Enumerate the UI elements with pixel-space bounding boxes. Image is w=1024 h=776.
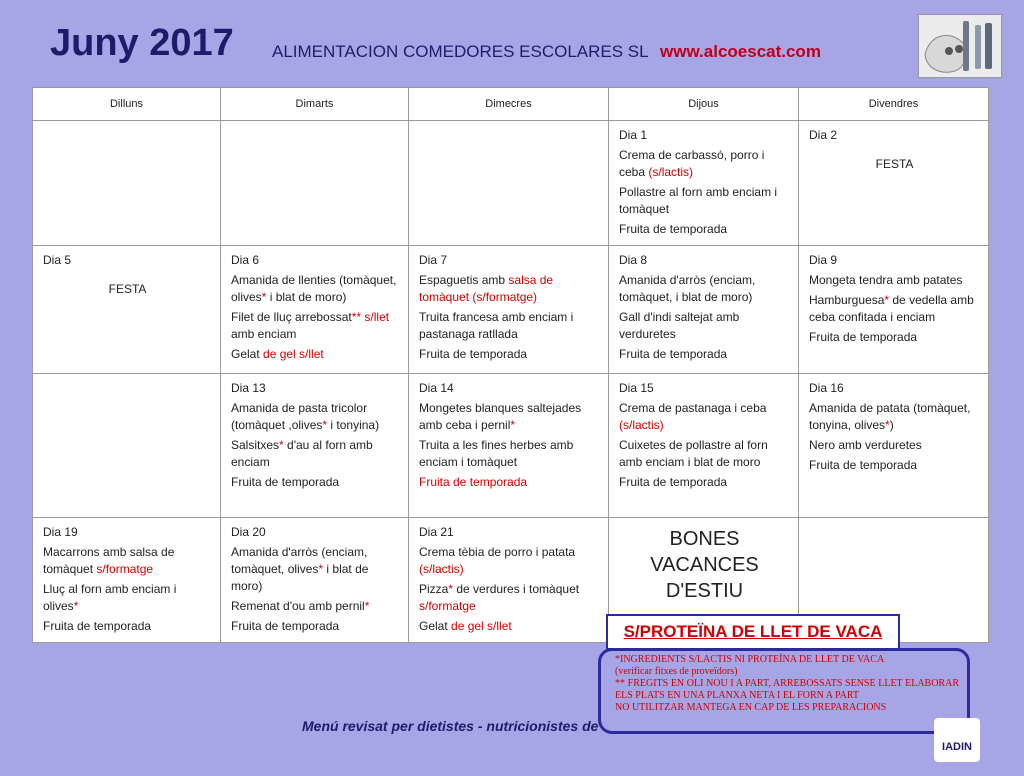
table-header-row [33,88,989,121]
vacation-line: BONES [669,528,740,550]
table-row [33,121,989,246]
dish: Fruita de temporada [419,475,528,489]
allergen-notes-box [598,648,970,734]
dish: Pollastre al forn amb enciam i tomàquet [619,185,778,216]
protein-warning-box: S/PROTEÏNA DE LLET DE VACA [606,614,900,650]
dish: Macarrons amb salsa de tomàquet s/formatge [43,545,175,576]
column-header: Dijous [609,88,799,121]
iadin-logo: IADIN [934,718,980,762]
day-cell [799,121,989,246]
day-label: Dia 15 [619,381,654,395]
holiday-label: FESTA [108,282,147,296]
company-name: ALIMENTACION COMEDORES ESCOLARES SL [272,42,649,61]
dish: Fruita de temporada [419,347,528,361]
cutlery-chef-icon [918,14,1002,78]
dish: Fruita de temporada [809,458,918,472]
day-label: Dia 5 [43,253,72,267]
day-label: Dia 9 [809,253,838,267]
dish: Fruita de temporada [809,330,918,344]
dish: Fruita de temporada [43,619,152,633]
dish: Crema de carbassó, porro i ceba (s/lactis) [619,148,765,179]
day-cell-empty [409,121,609,246]
dish: Mongetes blanques saltejades amb ceba i pernil* [419,401,582,432]
dish: Pizza* de verdures i tomàquet s/formatge [419,582,580,613]
day-label: Dia 14 [419,381,454,395]
day-cell [799,374,989,518]
dish: Amanida de patata (tomàquet, tonyina, olives*) [809,401,971,432]
dish: Fruita de temporada [231,475,340,489]
day-cell [609,374,799,518]
day-cell [33,246,221,374]
vacation-line: VACANCES [650,554,759,576]
dish: Lluç al forn amb enciam i olives* [43,582,177,613]
note-line: (verificar fitxes de proveïdors) [615,666,738,677]
column-header: Dimecres [409,88,609,121]
dish: Fruita de temporada [231,619,340,633]
day-cell [221,374,409,518]
day-label: Dia 13 [231,381,266,395]
dish: Truita a les fines herbes amb enciam i tomàquet [419,438,574,469]
day-cell-empty [221,121,409,246]
vacation-line: D'ESTIU [665,580,744,602]
day-cell [221,518,409,643]
dish: Fruita de temporada [619,475,728,489]
dish: Mongeta tendra amb patates [809,273,963,287]
page-title: Juny 2017 [50,22,234,64]
dish: Fruita de temporada [619,347,728,361]
day-cell [221,246,409,374]
dish: Fruita de temporada [619,222,728,236]
day-label: Dia 21 [419,525,454,539]
dish: Gelat de gel s/llet [231,347,324,361]
dish: Espaguetis amb salsa de tomàquet (s/formatge) [419,273,554,304]
day-label: Dia 16 [809,381,844,395]
dish: Truita francesa amb enciam i pastanaga ratllada [419,310,574,341]
note-line: ** FREGITS EN OLI NOU I A PART, ARREBOSSATS SENSE LLET ELABORAR ELS PLATS EN UNA PLANXA NETA I EL FORN A PART [615,678,959,701]
company-url-link[interactable]: www.alcoescat.com [660,42,821,61]
day-label: Dia 19 [43,525,78,539]
day-cell [409,374,609,518]
day-cell [799,246,989,374]
footer-text: Menú revisat per dietistes - nutricionistes de [302,718,599,734]
day-cell [609,121,799,246]
day-label: Dia 6 [231,253,260,267]
dish: Gall d'indi saltejat amb verduretes [619,310,740,341]
dish: Crema de pastanaga i ceba (s/lactis) [619,401,767,432]
day-label: Dia 2 [809,128,838,142]
day-cell [609,246,799,374]
dish: Hamburguesa* de vedella amb ceba confitada i enciam [809,293,974,324]
dish: Amanida d'arròs (enciam, tomàquet, olives* i blat de moro) [231,545,369,593]
day-cell [409,246,609,374]
day-cell [409,518,609,643]
day-label: Dia 20 [231,525,266,539]
holiday-label: FESTA [875,157,914,171]
table-row [33,374,989,518]
dish: Amanida de llenties (tomàquet, olives* i blat de moro) [231,273,397,304]
dish: Crema tèbia de porro i patata (s/lactis) [419,545,576,576]
day-cell-empty [33,374,221,518]
dish: Filet de lluç arrebossat** s/llet amb enciam [231,310,390,341]
column-header: Dimarts [221,88,409,121]
dish: Salsitxes* d'au al forn amb enciam [231,438,373,469]
column-header: Divendres [799,88,989,121]
day-cell [33,518,221,643]
table-row [33,246,989,374]
dish: Remenat d'ou amb pernil* [231,599,370,613]
day-cell-empty [33,121,221,246]
column-header: Dilluns [33,88,221,121]
day-label: Dia 8 [619,253,648,267]
menu-table [32,87,989,643]
dish: Nero amb verduretes [809,438,922,452]
dish: Amanida d'arròs (enciam, tomàquet, i blat de moro) [619,273,756,304]
dish: Cuixetes de pollastre al forn amb enciam i blat de moro [619,438,768,469]
note-line: NO UTILITZAR MANTEGA EN CAP DE LES PREPARACIONS [615,702,887,713]
dish: Gelat de gel s/llet [419,619,512,633]
dish: Amanida de pasta tricolor (tomàquet ,olives* i tonyina) [231,401,380,432]
note-line: *INGREDIENTS S/LACTIS NI PROTEÏNA DE LLET DE VACA [615,654,885,665]
day-label: Dia 7 [419,253,448,267]
day-label: Dia 1 [619,128,648,142]
